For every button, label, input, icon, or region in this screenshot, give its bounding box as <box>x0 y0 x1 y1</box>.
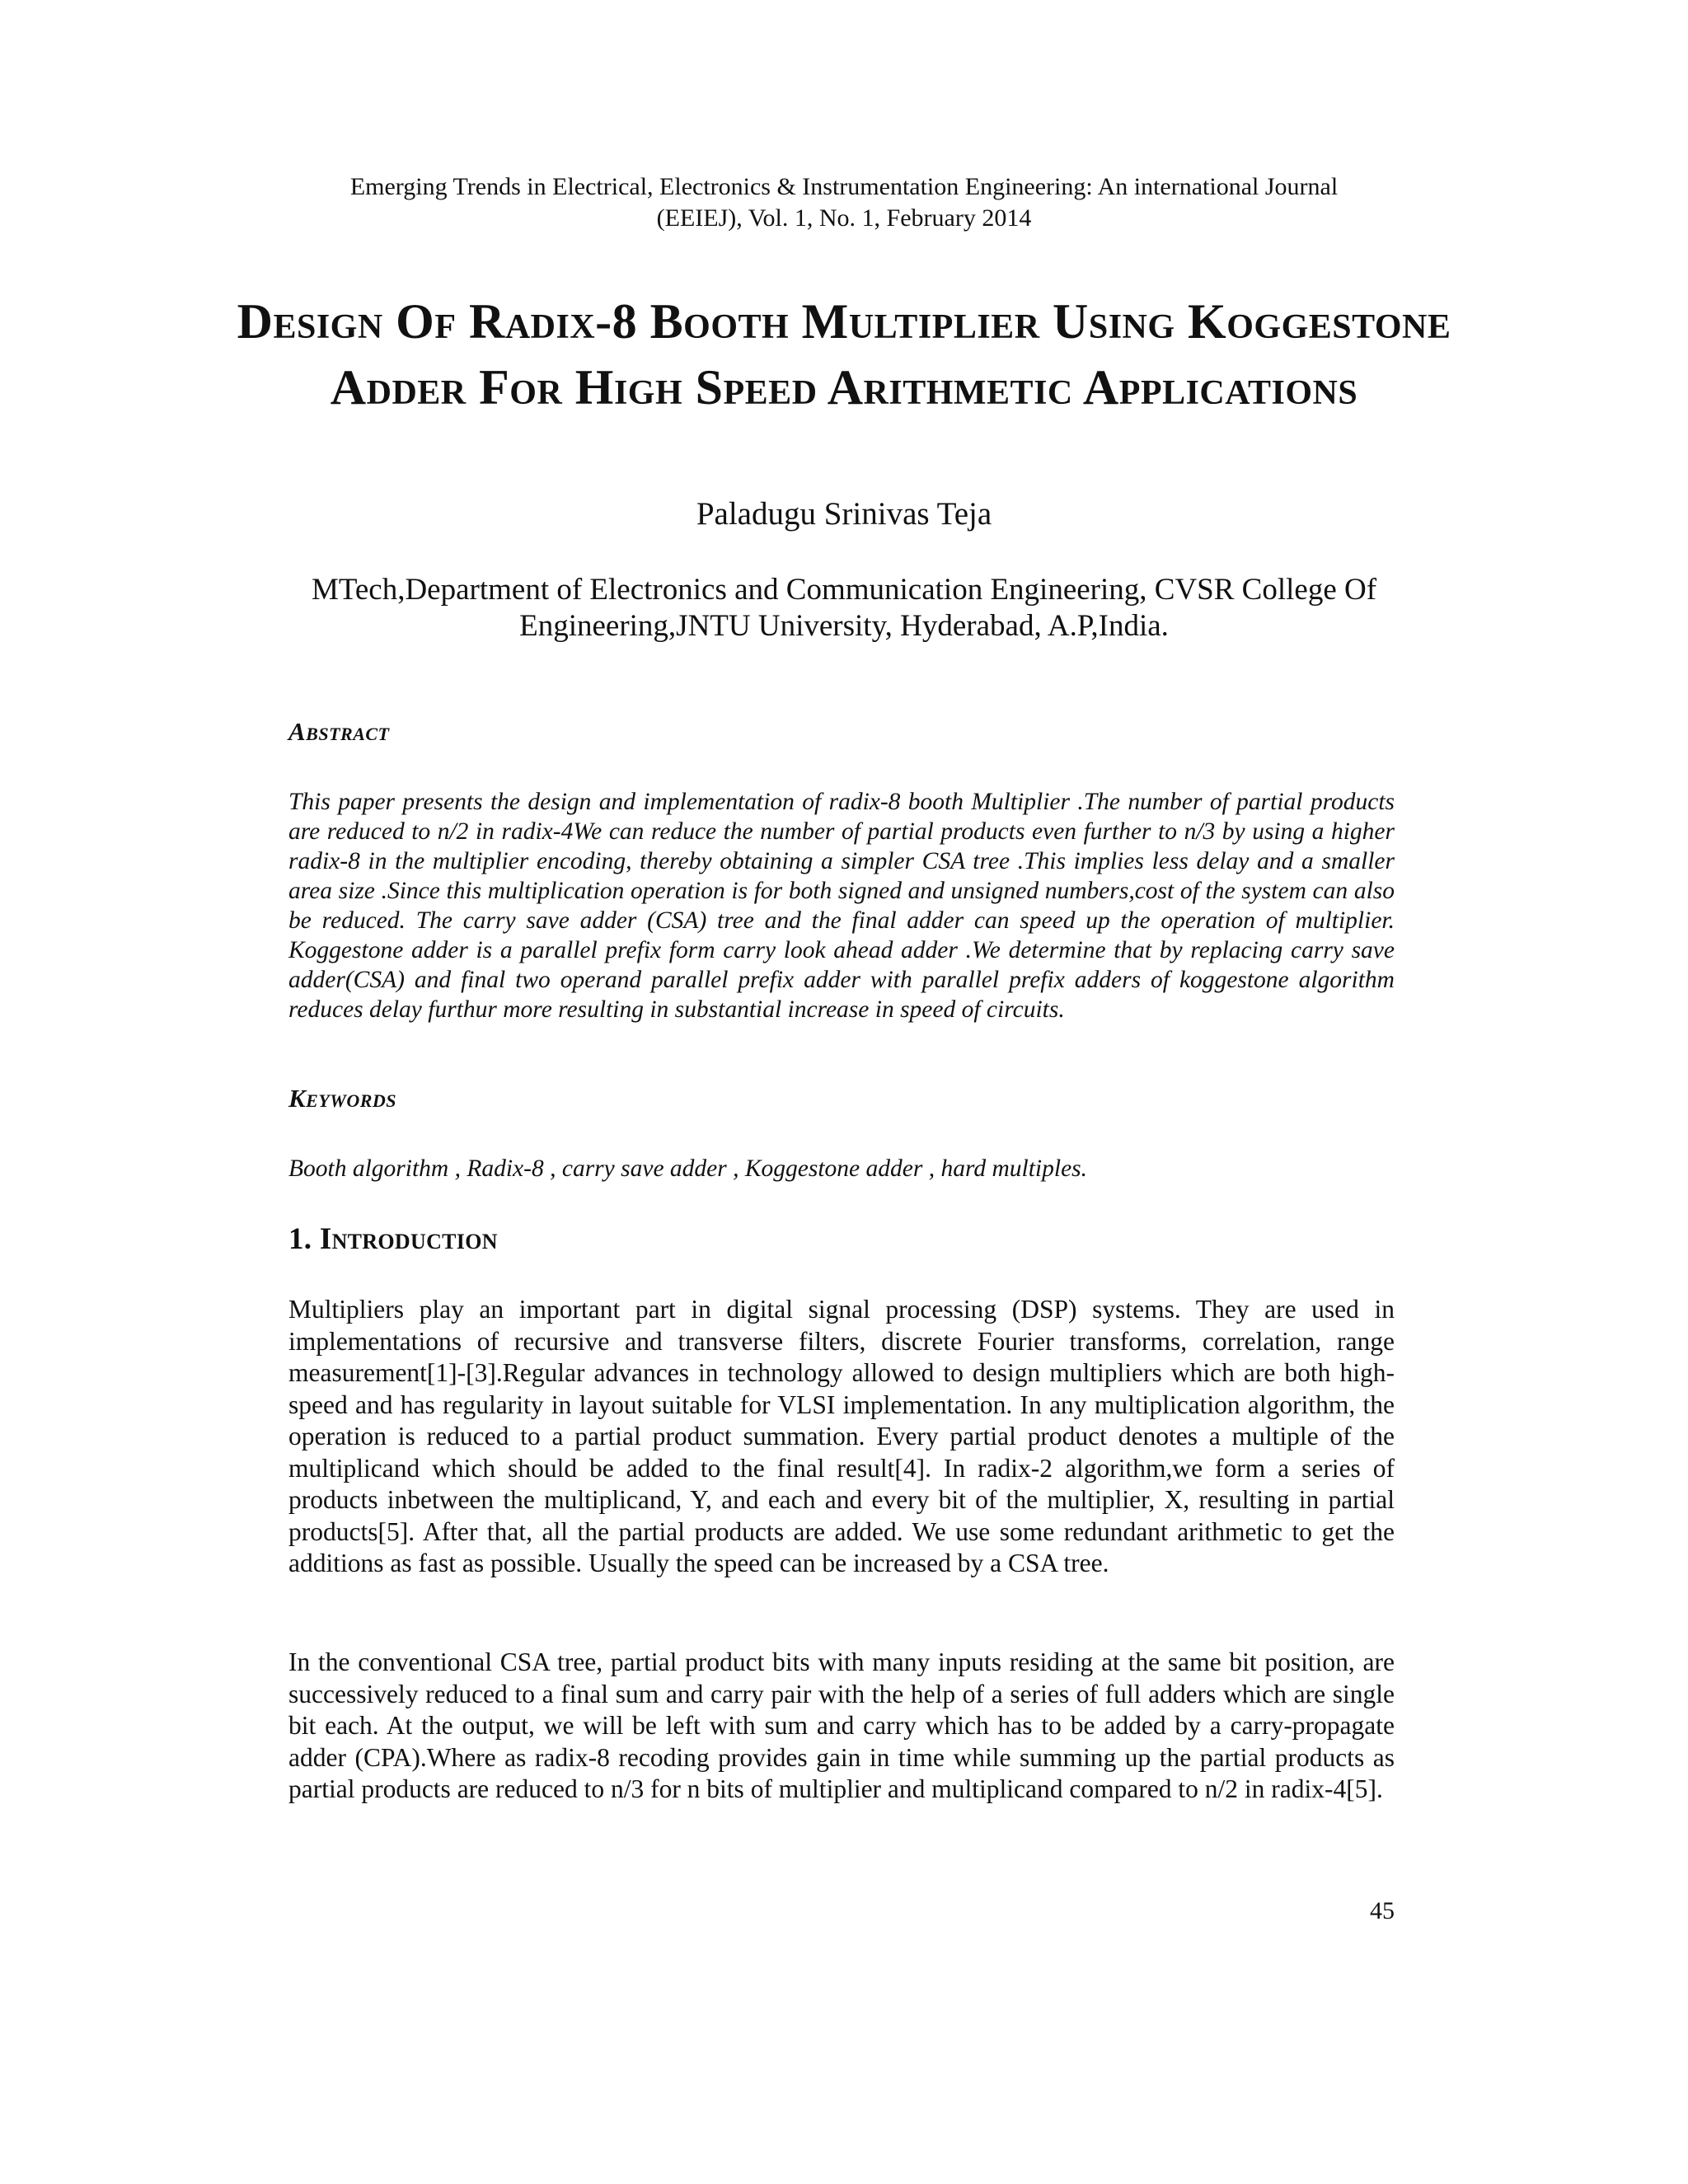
keywords-heading: Keywords <box>288 1084 397 1113</box>
keywords-body: Booth algorithm , Radix-8 , carry save adder , Koggestone adder , hard multiples. <box>288 1155 1088 1182</box>
introduction-paragraph-2: In the conventional CSA tree, partial product bits with many inputs residing at the same bit position, are successively reduced to a final sum and carry pair with the help of a series of full adders which are single bit each. At the output, we will be left with sum and carry which has to be added by a carry-propagate adder (CPA).Where as radix-8 recoding provides gain in time while summing up the partial products as partial products are reduced to n/3 for n bits of multiplier and multiplicand compared to n/2 in radix-4[5]. <box>288 1647 1395 1803</box>
journal-line-1: Emerging Trends in Electrical, Electronics & Instrumentation Engineering: An international Journal <box>349 173 1339 200</box>
paper-title: Design Of Radix-8 Booth Multiplier Using Koggestone Adder For High Speed Arithmetic Applications <box>237 294 1451 415</box>
journal-line-2: (EEIEJ), Vol. 1, No. 1, February 2014 <box>656 204 1032 232</box>
author-affiliation: MTech,Department of Electronics and Communication Engineering, CVSR College Of Engineering,JNTU University, Hyderabad, A.P,India. <box>311 573 1377 643</box>
author-name: Paladugu Srinivas Teja <box>696 496 992 532</box>
journal-header <box>206 171 1482 234</box>
abstract-body: This paper presents the design and implementation of radix-8 booth Multiplier .The number of partial products are reduced to n/2 in radix-4We can reduce the number of partial products even further to n/3 by using a higher radix-8 in the multiplier encoding, thereby obtaining a simpler CSA tree .This implies less delay and a smaller area size .Since this multiplication operation is for both signed and unsigned numbers,cost of the system can also be reduced. The carry save adder (CSA) tree and the final adder can speed up the operation of multiplier. Koggestone adder is a parallel prefix form carry look ahead adder .We determine that by replacing carry save adder(CSA) and final two operand parallel prefix adder with parallel prefix adders of koggestone algorithm reduces delay furthur more resulting in substantial increase in speed of circuits. <box>288 789 1395 1023</box>
introduction-paragraph-1: Multipliers play an important part in digital signal processing (DSP) systems. They are used in implementations of recursive and transverse filters, discrete Fourier transforms, correlation, range measurement[1]-[3].Regular advances in technology allowed to design multipliers which are both high-speed and has regularity in layout suitable for VLSI implementation. In any multiplication algorithm, the operation is reduced to a partial product summation. Every partial product denotes a multiple of the multiplicand which should be added to the final result[4]. In radix-2 algorithm,we form a series of products inbetween the multiplicand, Y, and each and every bit of the multiplier, X, resulting in partial products[5]. After that, all the partial products are added. We use some redundant arithmetic to get the additions as fast as possible. Usually the speed can be increased by a CSA tree. <box>288 1295 1395 1577</box>
page-number: 45 <box>1370 1897 1395 1924</box>
introduction-heading: 1. Introduction <box>288 1222 498 1256</box>
abstract-heading: Abstract <box>288 717 390 746</box>
